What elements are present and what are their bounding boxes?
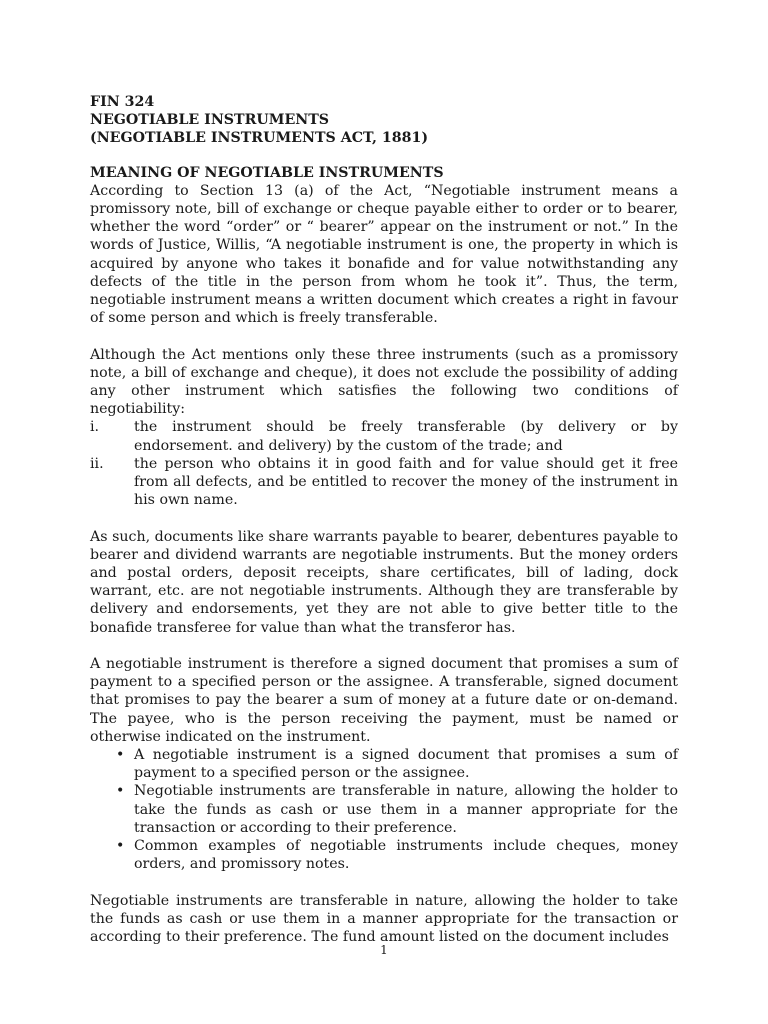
bullet-marker: • <box>116 838 125 855</box>
list-item-text: the person who obtains it in good faith and for value should get it free from all defects, and be entitled to recover the money of the instrument in his own name. <box>134 455 678 509</box>
list-item-text: Common examples of negotiable instruments include cheques, money orders, and promissory notes. <box>134 838 678 873</box>
list-item <box>90 782 678 837</box>
document-page <box>90 93 678 946</box>
list-item-text: A negotiable instrument is a signed document that promises a sum of payment to a specified person or the assignee. <box>134 747 678 782</box>
paragraph-definition: According to Section 13 (a) of the Act, “Negotiable instrument means a promissory note, bill of exchange or cheque payable either to order or to bearer, whether the word “order” or “ bearer” appear on the instrument or not.” In the words of Justice, Willis, “A negotiable instrument is one, the property in which is acquired by anyone who takes it bonafide and for value notwithstanding any defects of the title in the person from whom he took it”. Thus, the term, negotiable instrument means a written document which creates a right in favour of some person and which is freely transferable. <box>90 182 678 327</box>
document-title: NEGOTIABLE INSTRUMENTS <box>90 112 330 129</box>
paragraph-transferable: Negotiable instruments are transferable in nature, allowing the holder to take the funds as cash or use them in a manner appropriate for the transaction or according to their preference. The fund amount listed on the document includes <box>90 892 678 946</box>
list-item-text: Negotiable instruments are transferable in nature, allowing the holder to take the funds as cash or use them in a manner appropriate for the transaction or according to their preference. <box>134 783 678 836</box>
list-item <box>90 418 678 454</box>
course-code: FIN 324 <box>90 94 155 110</box>
page-number: 1 <box>380 943 388 957</box>
bullet-marker: • <box>116 747 125 764</box>
list-marker: ii. <box>90 455 104 472</box>
conditions-list <box>90 418 678 509</box>
paragraph-examples: As such, documents like share warrants payable to bearer, debentures payable to bearer and dividend warrants are negotiable instruments. But the money orders and postal orders, deposit receipts, share certificates, bill of lading, dock warrant, etc. are not negotiable instruments. Although they are transferable by delivery and endorsements, yet they are not able to give better title to the bonafide transferee for value than what the transferor has. <box>90 528 678 636</box>
paragraph-conditions-intro: Although the Act mentions only these three instruments (such as a promissory note, a bill of exchange and cheque), it does not exclude the possibility of adding any other instrument which satisfies the following two conditions of negotiability: <box>90 346 678 418</box>
list-item-text: the instrument should be freely transferable (by delivery or by endorsement. and delivery) by the custom of the trade; and <box>134 419 678 454</box>
paragraph-signed-document: A negotiable instrument is therefore a signed document that promises a sum of payment to a specified person or the assignee. A transferable, signed document that promises to pay the bearer a sum of money at a future date or on-demand. The payee, who is the person receiving the payment, must be named or otherwise indicated on the instrument. <box>90 656 678 745</box>
document-subtitle: (NEGOTIABLE INSTRUMENTS ACT, 1881) <box>90 130 429 147</box>
list-marker: i. <box>90 419 100 436</box>
list-item <box>90 455 678 510</box>
summary-bullet-list <box>90 746 678 873</box>
section-heading: MEANING OF NEGOTIABLE INSTRUMENTS <box>90 164 444 181</box>
list-item <box>90 746 678 782</box>
bullet-marker: • <box>116 783 125 800</box>
list-item <box>90 837 678 873</box>
